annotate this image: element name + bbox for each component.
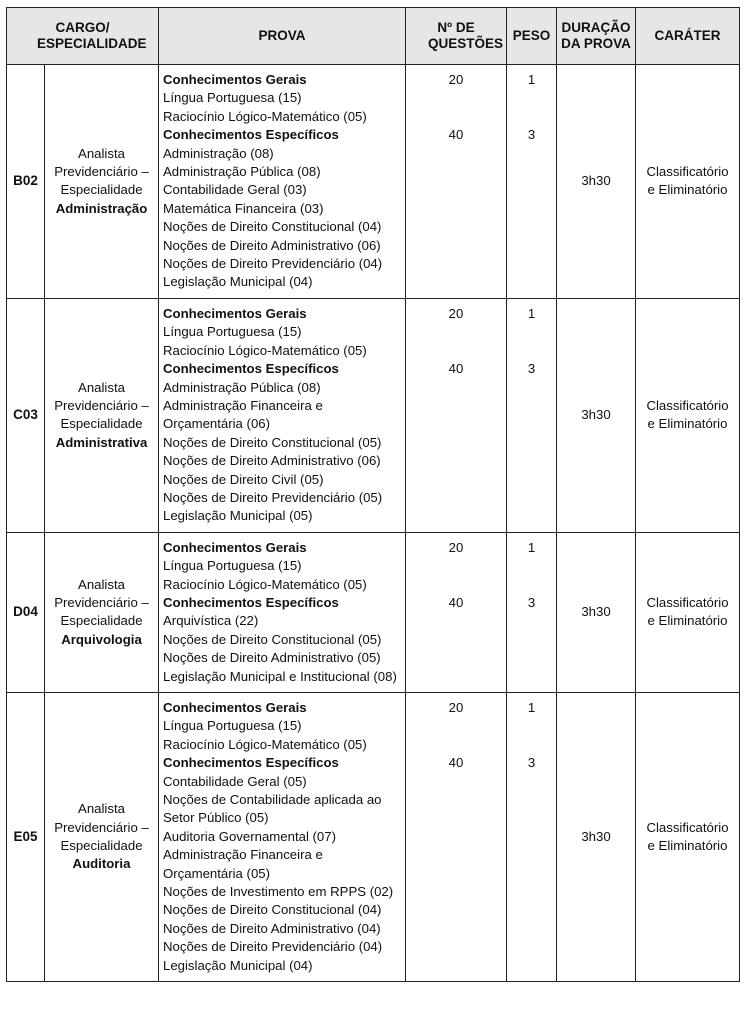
header-prova: PROVA: [159, 8, 406, 65]
prova-item: Noções de Direito Constitucional (05): [163, 434, 382, 450]
prova-item: Língua Portuguesa (15): [163, 324, 302, 340]
peso-cell: [507, 693, 557, 982]
cargo-code: D04: [7, 532, 45, 692]
peso-especificos: 3: [527, 755, 536, 771]
peso-especificos: 3: [527, 361, 536, 377]
especificos-title: Conhecimentos Específicos: [163, 755, 339, 771]
questoes-gerais: 20: [448, 539, 464, 555]
prova-item: Língua Portuguesa (15): [163, 718, 302, 734]
carater-line: e Eliminatório: [647, 416, 728, 432]
prova-cell: [159, 693, 406, 982]
carater-cell: [636, 65, 740, 299]
duracao-cell: 3h30: [557, 532, 636, 692]
cargo-line: Especialidade: [60, 838, 143, 854]
cargo-cell: [45, 65, 159, 299]
cargo-code: E05: [7, 693, 45, 982]
table-row: [7, 693, 740, 982]
peso-gerais: 1: [527, 72, 536, 87]
gerais-title: Conhecimentos Gerais: [163, 305, 307, 321]
prova-cell: [159, 65, 406, 299]
especificos-title: Conhecimentos Específicos: [163, 594, 339, 610]
cargo-cell: [45, 693, 159, 982]
prova-item: Administração Pública (08): [163, 164, 321, 180]
gerais-title: Conhecimentos Gerais: [163, 700, 307, 715]
duracao-cell: 3h30: [557, 693, 636, 982]
prova-item: Noções de Investimento em RPPS (02): [163, 884, 394, 900]
questoes-cell: [406, 532, 507, 692]
cargo-line: Especialidade: [60, 182, 143, 198]
carater-line: Classificatório: [646, 164, 729, 180]
gerais-list: [163, 89, 401, 126]
peso-cell: [507, 532, 557, 692]
carater-cell: [636, 298, 740, 532]
prova-item: Auditoria Governamental (07): [163, 828, 336, 844]
prova-item: Administração Financeira e: [163, 847, 323, 863]
cargo-line: Previdenciário –: [54, 594, 149, 610]
carater-line: Classificatório: [646, 820, 729, 836]
especialidade: Auditoria: [72, 856, 131, 872]
questoes-especificos: 40: [448, 127, 464, 143]
prova-item: Raciocínio Lógico-Matemático (05): [163, 342, 367, 358]
cargo-line: Analista: [78, 379, 125, 395]
especificos-list: [163, 773, 401, 975]
especialidade: Administração: [55, 200, 148, 216]
cargo-line: Analista: [78, 576, 125, 592]
questoes-especificos: 40: [448, 755, 464, 771]
questoes-gerais: 20: [448, 72, 464, 87]
especificos-title: Conhecimentos Específicos: [163, 127, 339, 143]
peso-cell: [507, 298, 557, 532]
carater-line: e Eliminatório: [647, 182, 728, 198]
peso-gerais: 1: [527, 305, 536, 321]
questoes-especificos: 40: [448, 595, 464, 611]
prova-item: Raciocínio Lógico-Matemático (05): [163, 736, 367, 752]
questoes-cell: [406, 65, 507, 299]
prova-item: Raciocínio Lógico-Matemático (05): [163, 108, 367, 124]
prova-item: Noções de Direito Constitucional (04): [163, 219, 382, 235]
prova-item: Noções de Direito Previdenciário (05): [163, 489, 383, 505]
prova-item: Noções de Direito Constitucional (04): [163, 902, 382, 918]
prova-item: Arquivística (22): [163, 613, 259, 629]
prova-item: Administração (08): [163, 145, 274, 161]
cargo-line: Previdenciário –: [54, 819, 149, 835]
gerais-list: [163, 323, 401, 360]
prova-item: Noções de Direito Administrativo (04): [163, 920, 381, 936]
table-row: [7, 532, 740, 692]
questoes-cell: [406, 298, 507, 532]
header-questoes: Nº DE QUESTÕES: [406, 8, 507, 65]
prova-item: Orçamentária (06): [163, 416, 271, 432]
carater-cell: [636, 693, 740, 982]
especialidade: Arquivologia: [61, 631, 142, 647]
cargo-line: Especialidade: [60, 416, 143, 432]
especificos-title: Conhecimentos Específicos: [163, 361, 339, 377]
carater-line: Classificatório: [646, 398, 729, 414]
table-row: [7, 65, 740, 299]
prova-item: Língua Portuguesa (15): [163, 90, 302, 106]
gerais-list: [163, 717, 401, 754]
questoes-gerais: 20: [448, 305, 464, 321]
especialidade: Administrativa: [55, 434, 148, 450]
carater-line: e Eliminatório: [647, 838, 728, 854]
especificos-list: [163, 612, 401, 686]
gerais-title: Conhecimentos Gerais: [163, 539, 307, 555]
especificos-list: [163, 379, 401, 526]
prova-item: Noções de Contabilidade aplicada ao: [163, 792, 382, 808]
exam-table: [6, 7, 740, 982]
prova-item: Noções de Direito Administrativo (05): [163, 650, 381, 666]
peso-gerais: 1: [527, 539, 536, 555]
especificos-list: [163, 145, 401, 292]
prova-item: Legislação Municipal (05): [163, 508, 313, 524]
peso-especificos: 3: [527, 595, 536, 611]
prova-item: Língua Portuguesa (15): [163, 558, 302, 574]
carater-cell: [636, 532, 740, 692]
prova-item: Noções de Direito Constitucional (05): [163, 631, 382, 647]
prova-item: Contabilidade Geral (05): [163, 773, 307, 789]
prova-item: Legislação Municipal (04): [163, 274, 313, 290]
prova-cell: [159, 532, 406, 692]
questoes-gerais: 20: [448, 700, 464, 715]
header-carater: CARÁTER: [636, 8, 740, 65]
cargo-line: Previdenciário –: [54, 164, 149, 180]
cargo-code: B02: [7, 65, 45, 299]
cargo-code: C03: [7, 298, 45, 532]
prova-item: Setor Público (05): [163, 810, 269, 826]
prova-item: Noções de Direito Civil (05): [163, 471, 324, 487]
prova-item: Administração Pública (08): [163, 379, 321, 395]
prova-item: Orçamentária (05): [163, 865, 271, 881]
cargo-line: Analista: [78, 145, 125, 161]
prova-item: Raciocínio Lógico-Matemático (05): [163, 576, 367, 592]
carater-line: e Eliminatório: [647, 613, 728, 629]
header-peso: PESO: [507, 8, 557, 65]
cargo-line: Especialidade: [60, 613, 143, 629]
prova-item: Administração Financeira e: [163, 397, 323, 413]
cargo-cell: [45, 298, 159, 532]
prova-item: Noções de Direito Administrativo (06): [163, 453, 381, 469]
table-row: [7, 298, 740, 532]
cargo-cell: [45, 532, 159, 692]
prova-item: Noções de Direito Previdenciário (04): [163, 939, 383, 955]
prova-item: Matemática Financeira (03): [163, 200, 324, 216]
cargo-line: Previdenciário –: [54, 397, 149, 413]
peso-cell: [507, 65, 557, 299]
gerais-title: Conhecimentos Gerais: [163, 72, 307, 87]
duracao-cell: 3h30: [557, 65, 636, 299]
prova-item: Contabilidade Geral (03): [163, 182, 307, 198]
carater-line: Classificatório: [646, 595, 729, 611]
questoes-especificos: 40: [448, 361, 464, 377]
gerais-list: [163, 557, 401, 594]
duracao-cell: 3h30: [557, 298, 636, 532]
cargo-line: Analista: [78, 801, 125, 817]
prova-item: Legislação Municipal (04): [163, 957, 313, 973]
header-row: [7, 8, 740, 65]
prova-item: Noções de Direito Administrativo (06): [163, 237, 381, 253]
header-cargo: CARGO/ ESPECIALIDADE: [7, 8, 159, 65]
prova-cell: [159, 298, 406, 532]
questoes-cell: [406, 693, 507, 982]
peso-gerais: 1: [527, 700, 536, 715]
header-duracao: DURAÇÃO DA PROVA: [557, 8, 636, 65]
prova-item: Legislação Municipal e Institucional (08): [163, 668, 397, 684]
peso-especificos: 3: [527, 127, 536, 143]
prova-item: Noções de Direito Previdenciário (04): [163, 256, 383, 272]
